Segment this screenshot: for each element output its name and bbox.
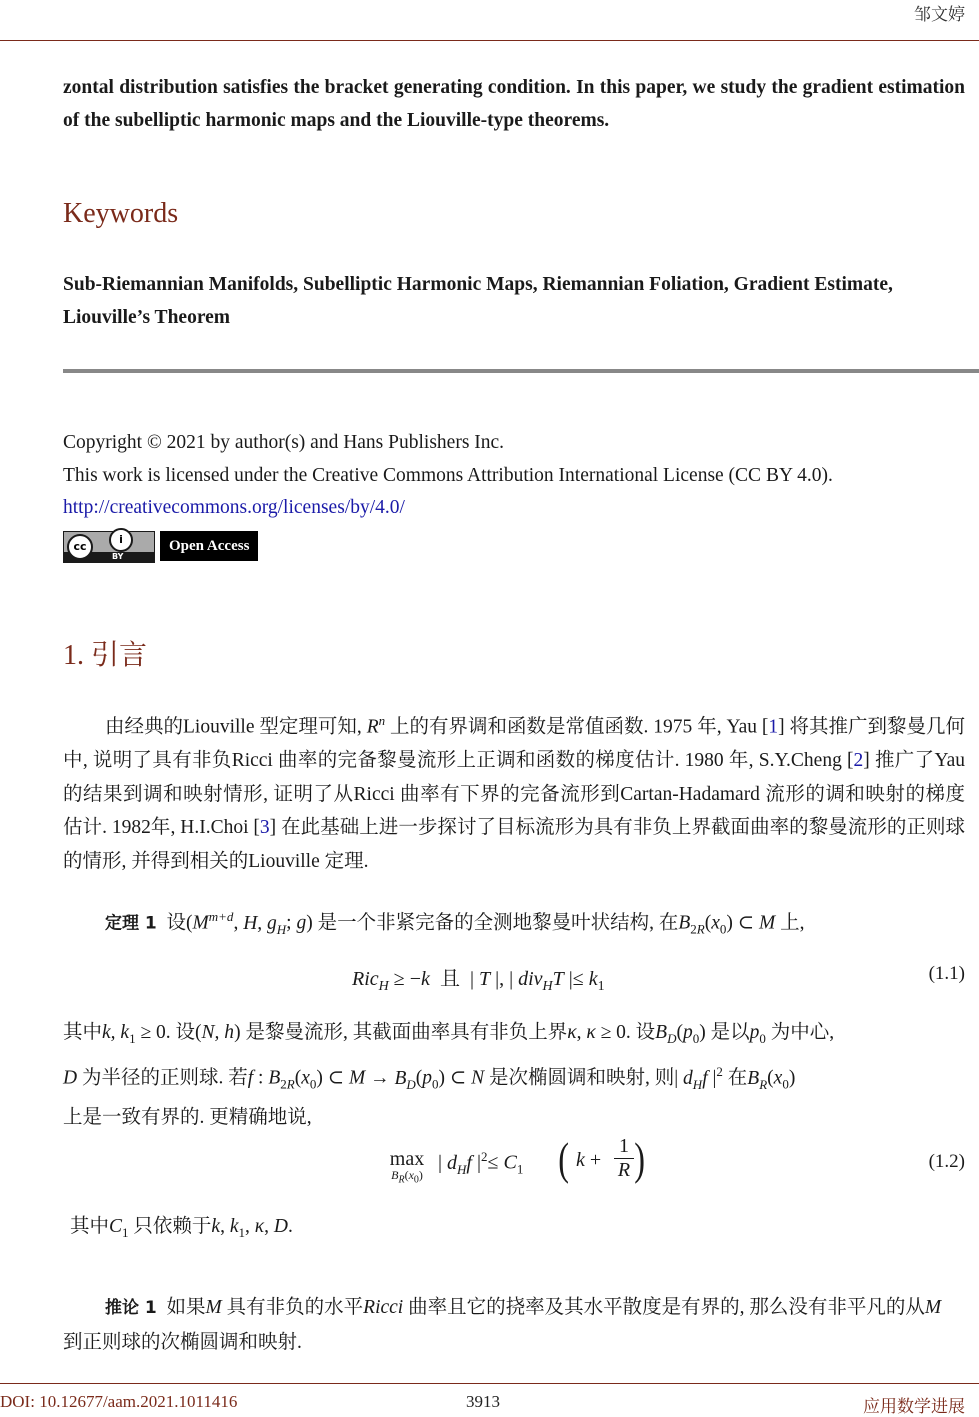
by-label: BY — [112, 552, 124, 561]
section-1-title: 1. 引言 — [63, 640, 148, 671]
footer-rule — [0, 1383, 979, 1384]
copyright-block — [63, 427, 973, 525]
cc-by-badge — [63, 531, 155, 563]
copyright-line: Copyright © 2021 by author(s) and Hans Publishers Inc. — [63, 432, 505, 453]
theorem-1-dependency: 其中$C_1$ 只依赖于k, $k_1$, κ, D. — [70, 1216, 293, 1240]
corollary-1-statement: 推论 1 如果M 具有非负的水平Ricci 曲率且它的挠率及其水平散度是有界的, 那么没有非平凡的从M 到正则球的次椭圆调和映射. — [63, 1297, 942, 1353]
equation-1-1-number: (1.1) — [928, 963, 965, 984]
open-access-badge: Open Access — [160, 531, 258, 561]
header-rule — [0, 40, 979, 41]
abstract-tail: zontal distribution satisfies the bracket generating condition. In this paper, we study the gradient estimation of the subelliptic harmonic maps and the Liouville-type theorems. — [63, 77, 965, 131]
footer-page-number: 3913 — [466, 1392, 500, 1411]
footer-journal: 应用数学进展 — [863, 1397, 965, 1416]
equation-1-1: Ric$_H$ ≥ −k 且 | T |, | div$_H$T |≤ $k_1$ — [352, 968, 605, 994]
equation-1-2: max $B_R(x_0)$ | $d_Hf$ $|^2\le C_1$ ( k + 1 R ) — [389, 1133, 646, 1186]
corollary-1-label: 推论 1 — [105, 1298, 157, 1318]
equation-1-2-number: (1.2) — [928, 1151, 965, 1172]
citation-2[interactable]: 2 — [853, 750, 864, 771]
theorem-1-label: 定理 1 — [105, 913, 157, 934]
citation-3[interactable]: 3 — [259, 817, 270, 838]
keywords-heading: Keywords — [63, 198, 179, 229]
license-link[interactable]: http://creativecommons.org/licenses/by/4.0/ — [63, 497, 405, 518]
keywords-text: Sub-Riemannian Manifolds, Subelliptic Harmonic Maps, Riemannian Foliation, Gradient Estimate, Liouville’s Theorem — [63, 274, 893, 328]
theorem-1-statement: 定理 1 设($M^{m+d}$, H, $g_H$; g) 是一个非紧完备的全测地黎曼叶状结构, 在$B_{2R}(x_0)$ ⊂ M 上, — [105, 909, 805, 937]
citation-1[interactable]: 1 — [768, 716, 779, 738]
footer-doi[interactable]: DOI: 10.12677/aam.2021.1011416 — [0, 1392, 238, 1411]
person-icon: i — [109, 528, 133, 552]
license-line: This work is licensed under the Creative Commons Attribution International License (CC BY 4.0). — [63, 464, 833, 486]
theorem-1-conditions: 其中k, $k_1 \ge 0$. 设(N, h) 是黎曼流形, 其截面曲率具有非负上界κ, κ ≥ 0. 设$B_D(p_0)$ 是以$p_0$ 为中心, D 为半径的正则球. 若f : $B_{2R}(x_0)$ ⊂ $M \to B_D(p_0)$ ⊂ N 是次椭圆调和映射, 则| $d_Hf$ $|^2$ 在$B_R(x_0)$ 上是一致有界的. 更精确地说, — [63, 1022, 835, 1129]
running-head-author: 邹文婷 — [914, 5, 965, 24]
section-divider — [63, 369, 979, 373]
intro-paragraph: 由经典的Liouville 型定理可知, $R^n$ 上的有界调和函数是常值函数. 1975 年, Yau [1] 将其推广到黎曼几何中, 说明了具有非负Ricci 曲率的完备黎曼流形上正调和函数的梯度估计. 1980 年, S.Y.Cheng [2] 推广了Yau 的结果到调和映射情形, 证明了从Ricci 曲率有下界的完备流形到Cartan-Hadamard 流形的调和映射的梯度估计. 1982年, H.I.Choi [3] 在此基础上进一步探讨了目标流形为具有非负上界截面曲率的黎曼流形的正则球的情形, 并得到相关的Liouville 定理. — [63, 713, 966, 872]
cc-logo-icon: cc — [67, 534, 93, 560]
